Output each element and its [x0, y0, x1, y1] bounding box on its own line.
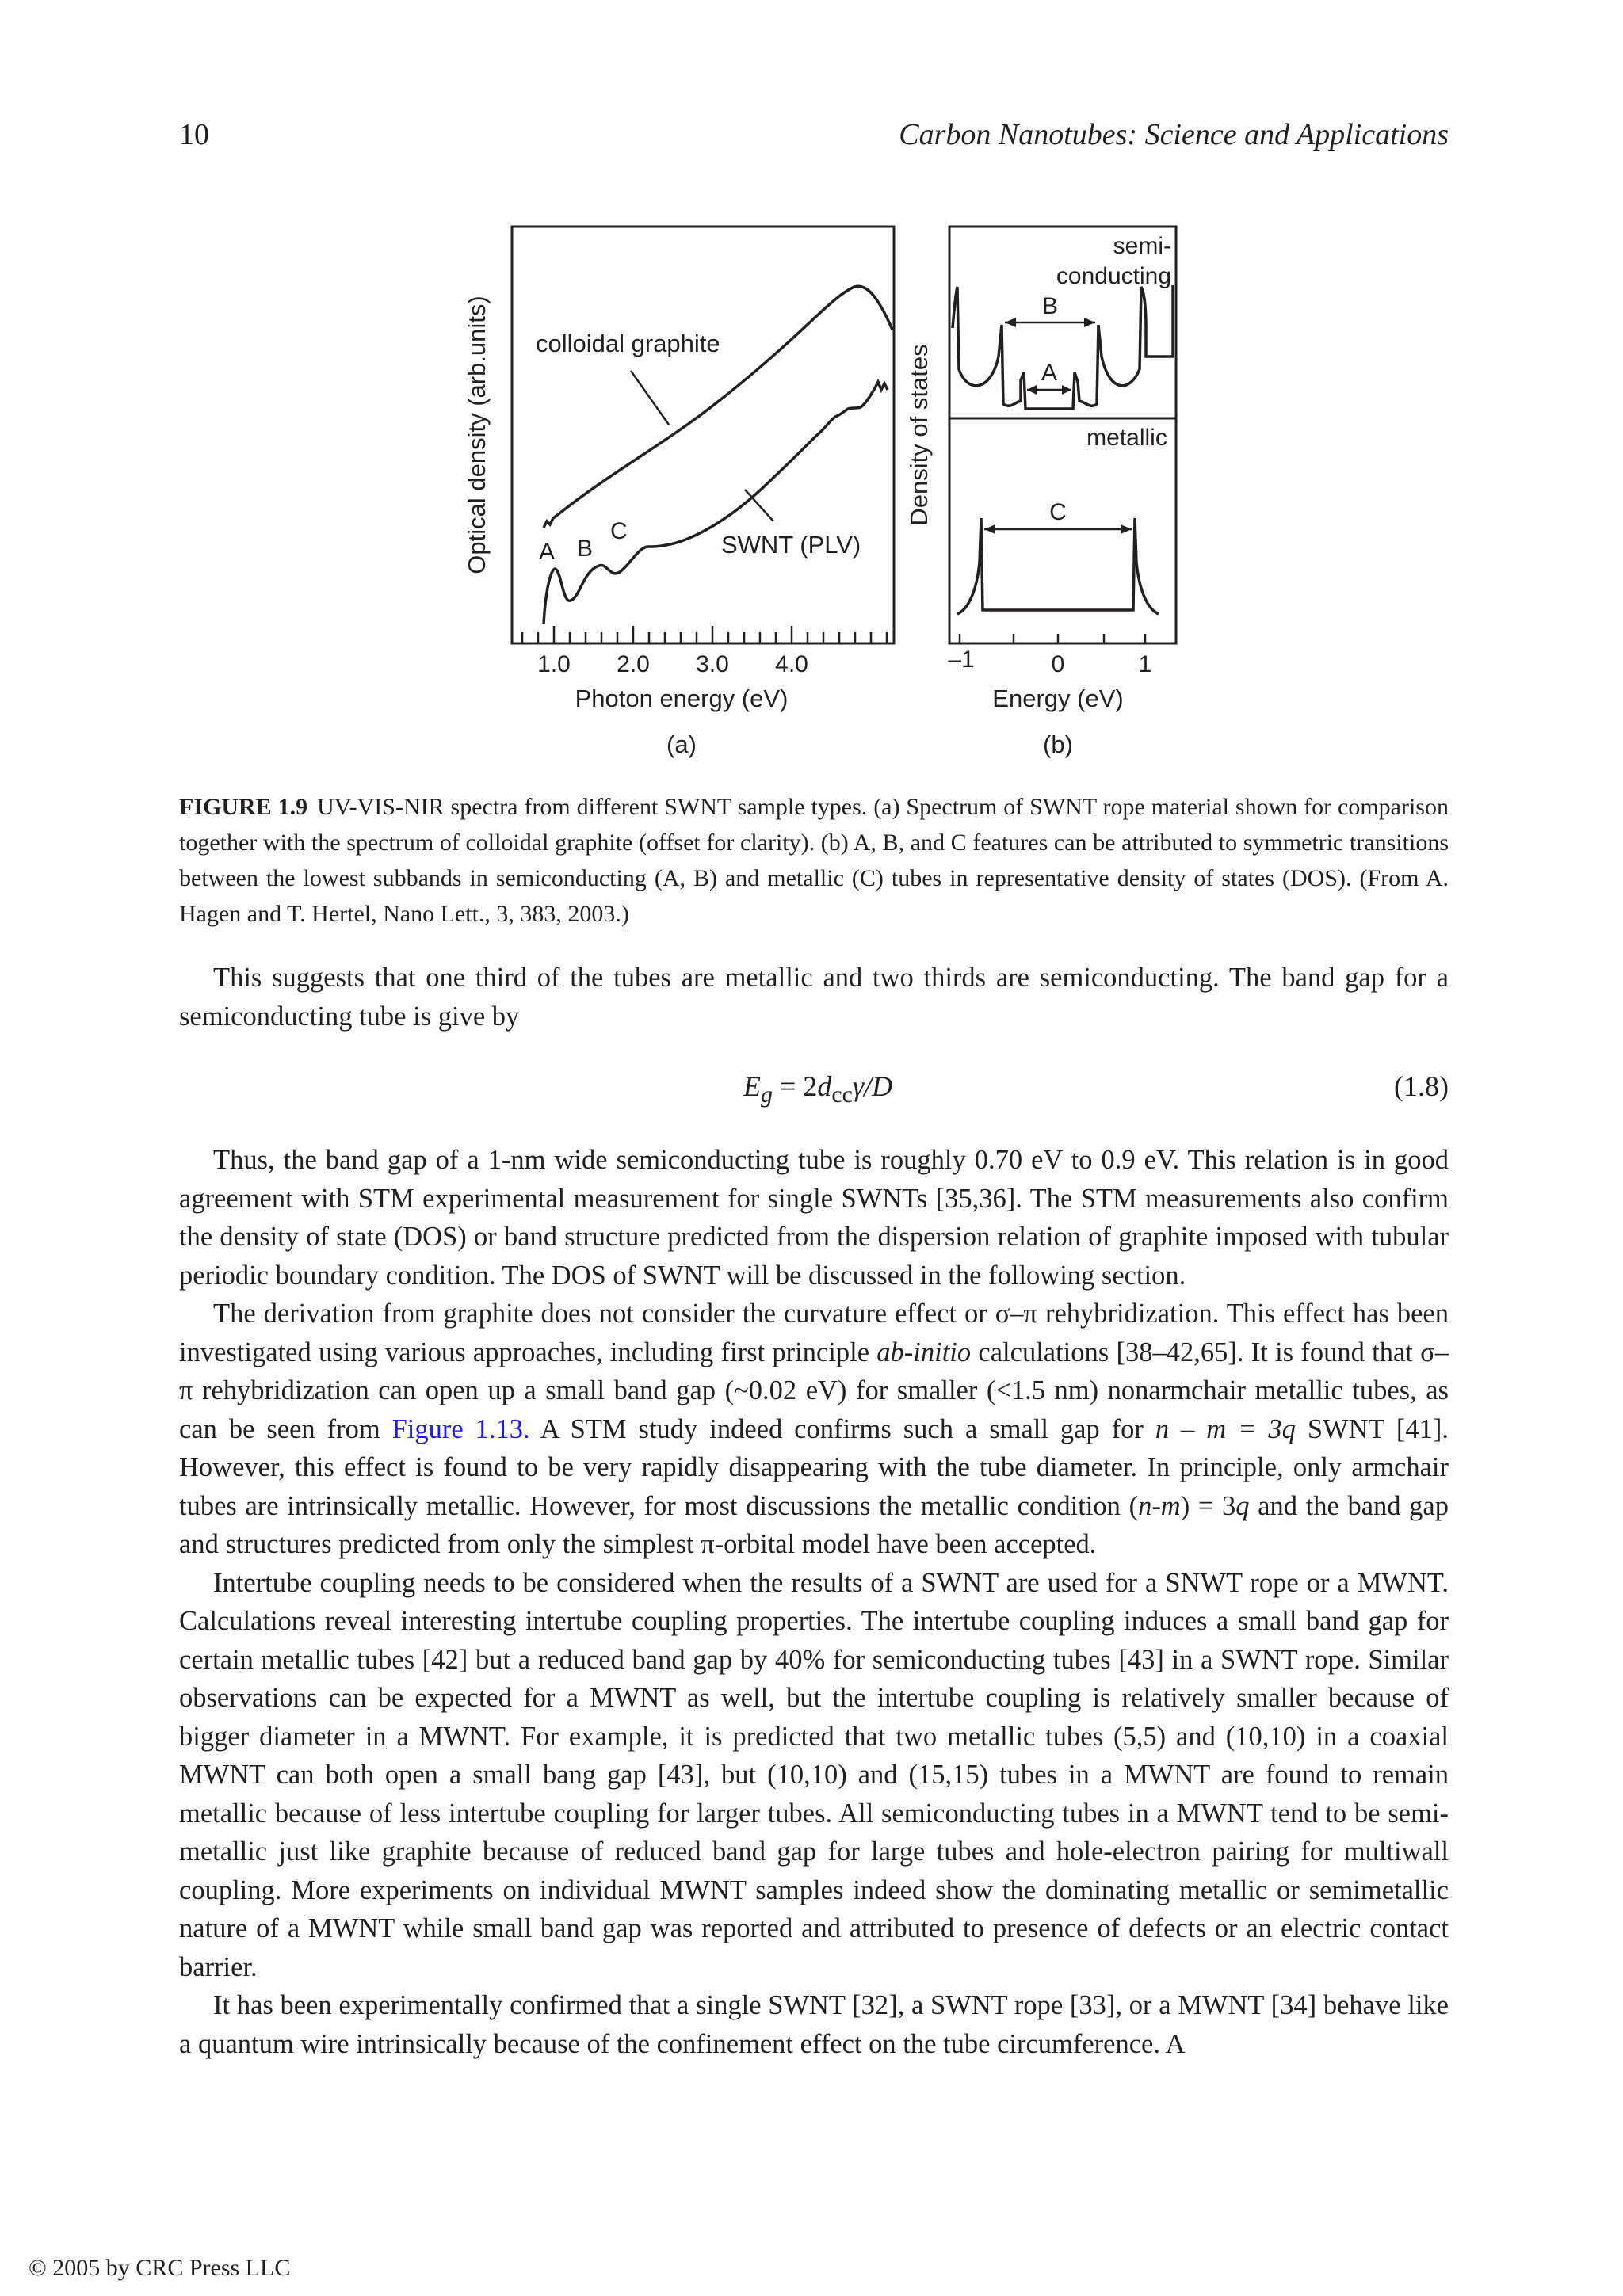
panel-a-xlabel: Photon energy (eV)	[575, 685, 789, 712]
panel-a-tick-label: 2.0	[617, 651, 650, 677]
equation-1-8	[179, 1070, 1449, 1111]
p3-text-1: The derivation from graphite does not consider the curvature effect or σ–π rehybridization. This effect has been investigated using various approaches, including first principle	[179, 1299, 1449, 1367]
feature-b-label: B	[577, 536, 594, 562]
semi-label-2: conducting	[1056, 263, 1171, 289]
panel-b-tick-label: 1	[1138, 651, 1152, 677]
body-text	[179, 1141, 1449, 2063]
paragraph-1	[179, 959, 1449, 1035]
graphite-leader	[631, 371, 669, 425]
eq-e: E	[743, 1070, 761, 1102]
running-head-title: Carbon Nanotubes: Science and Applications	[899, 118, 1449, 151]
panel-b-feature-c: C	[1049, 499, 1067, 525]
p3-italic-n-m: n-m	[1138, 1490, 1181, 1521]
equation-number: (1.8)	[1394, 1070, 1449, 1102]
metallic-label: metallic	[1086, 425, 1167, 451]
p3-italic-ab-initio: ab-initio	[876, 1337, 972, 1367]
p3-italic-q: q	[1235, 1490, 1250, 1521]
swnt-leader	[745, 490, 773, 521]
panel-a-label: (a)	[666, 730, 697, 758]
feature-a-label: A	[539, 539, 556, 565]
eq-d: d	[817, 1070, 832, 1102]
eq-equals: = 2	[773, 1070, 818, 1102]
copyright-footer: © 2005 by CRC Press LLC	[29, 2255, 291, 2281]
graphite-label: colloidal graphite	[536, 330, 720, 357]
eq-rest: γ/D	[852, 1070, 893, 1102]
panel-b-tick-label: 0	[1051, 651, 1065, 677]
metallic-dos-curve	[957, 518, 1159, 614]
paragraph-5: It has been experimentally confirmed that a single SWNT [32], a SWNT rope [33], or a MWNT [34] behave like a quantum wire intrinsically because of the confinement effect on the tube circumference. A	[179, 1990, 1449, 2059]
panel-a-frame	[512, 227, 894, 643]
panel-b-label: (b)	[1043, 730, 1073, 758]
panel-b-xlabel: Energy (eV)	[992, 685, 1124, 712]
figure-caption-label: FIGURE 1.9	[179, 794, 308, 820]
swnt-curve	[544, 382, 888, 624]
figure-1-13-link[interactable]: Figure 1.13.	[391, 1413, 530, 1444]
panel-a-tick-label: 1.0	[537, 651, 571, 677]
figure-caption-text: UV-VIS-NIR spectra from different SWNT sample types. (a) Spectrum of SWNT rope material shown for comparison together with the spectrum of colloidal graphite (offset for clarity). (b) A, B, and C features can be attributed to symmetric transitions between the lowest subbands in semiconducting (A, B) and metallic (C) tubes in representative density of states (DOS). (From A. Hagen and T. Hertel, Nano Lett., 3, 383, 2003.)	[179, 794, 1449, 927]
panel-a-tick-label: 3.0	[696, 651, 729, 677]
swnt-label: SWNT (PLV)	[721, 531, 861, 559]
panel-b-feature-b: B	[1041, 293, 1059, 319]
equation-body	[743, 1070, 892, 1108]
panel-a-ylabel: Optical density (arb.units)	[463, 296, 491, 574]
figure-caption	[179, 789, 1449, 932]
panel-b-tick-label: –1	[948, 646, 975, 673]
p3-text-6: and the band gap and structures predicted from only the simplest π-orbital model have been accepted.	[179, 1490, 1449, 1559]
panel-a-ticks	[522, 626, 887, 643]
paragraph-3	[179, 1295, 1449, 1564]
graphite-curve	[544, 286, 892, 528]
panel-b-feature-a: A	[1041, 360, 1058, 386]
page-number: 10	[179, 118, 209, 151]
panel-a-tick-label: 4.0	[775, 651, 808, 677]
p3-text-4: SWNT [41]. However, this effect is found to be very rapidly disappearing with the tube diameter. In principle, only armchair tubes are intrinsically metallic. However, for most discussions the metallic condition (	[179, 1413, 1449, 1521]
p3-italic-nm: n – m = 3q	[1155, 1413, 1296, 1444]
eq-e-sub: g	[761, 1081, 773, 1108]
semi-label-1: semi-	[1113, 233, 1171, 259]
p3-text-5: ) = 3	[1180, 1490, 1236, 1521]
feature-c-label: C	[610, 518, 628, 544]
p3-text-2: calculations [38–42,65]. It is found that σ–π rehybridization can open up a small band gap (~0.02 eV) for smaller (<1.5 nm) nonarmchair metallic tubes, as can be seen from	[179, 1337, 1449, 1444]
paragraph-1-text: This suggests that one third of the tubes are metallic and two thirds are semiconducting. The band gap for a semiconducting tube is give by	[179, 963, 1449, 1032]
figure-1-9	[444, 214, 1189, 769]
panel-b-ylabel: Density of states	[905, 344, 933, 526]
paragraph-4: Intertube coupling needs to be considered when the results of a SWNT are used for a SNWT rope or a MWNT. Calculations reveal interesting intertube coupling properties. The intertube coupling induces a small band gap for certain metallic tubes [42] but a reduced band gap by 40% for semiconducting tubes [43] in a SWNT rope. Similar observations can be expected for a MWNT as well, but the intertube coupling is relatively smaller because of bigger diameter in a MWNT. For example, it is predicted that two metallic tubes (5,5) and (10,10) in a coaxial MWNT can both open a small bang gap [43], but (10,10) and (15,15) tubes in a MWNT are found to remain metallic because of less intertube coupling for larger tubes. All semiconducting tubes in a MWNT tend to be semi-metallic just like graphite because of reduced band gap for large tubes and hole-electron pairing for multiwall coupling. More experiments on individual MWNT samples indeed show the dominating metallic or semimetallic nature of a MWNT while small band gap was reported and attributed to presence of defects or an electric contact barrier.	[179, 1567, 1449, 1982]
p3-text-3: A STM study indeed confirms such a small gap for	[529, 1413, 1155, 1444]
eq-d-sub: cc	[831, 1081, 853, 1108]
panel-b-ticks	[960, 634, 1145, 643]
paragraph-2: Thus, the band gap of a 1-nm wide semiconducting tube is roughly 0.70 eV to 0.9 eV. This relation is in good agreement with STM experimental measurement for single SWNTs [35,36]. The STM measurements also confirm the density of state (DOS) or band structure predicted from the dispersion relation of graphite imposed with tubular periodic boundary condition. The DOS of SWNT will be discussed in the following section.	[179, 1145, 1449, 1291]
